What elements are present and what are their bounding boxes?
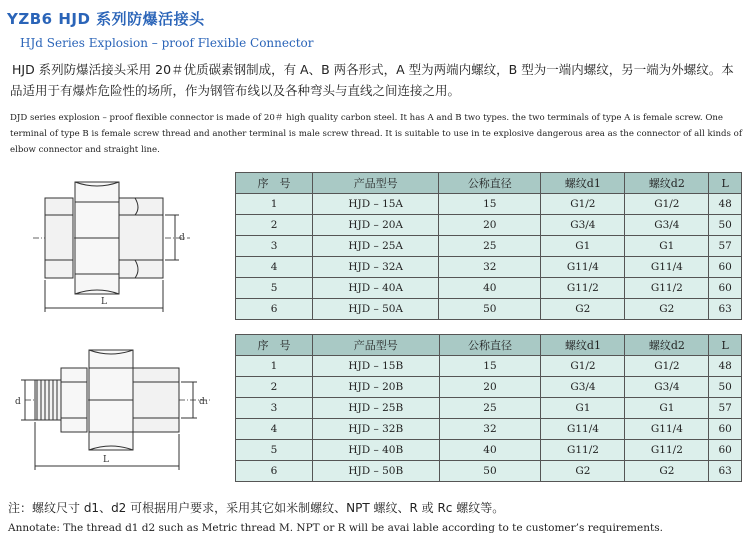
- table-cell: 32: [439, 257, 541, 278]
- table-cell: 60: [709, 257, 742, 278]
- header-cell: 序 号: [236, 335, 313, 356]
- table-cell: HJD – 15A: [313, 194, 439, 215]
- table-cell: 2: [236, 215, 313, 236]
- table-cell: G11/4: [625, 257, 709, 278]
- type-a-d-label: d: [179, 233, 185, 243]
- table-cell: G1/2: [541, 194, 625, 215]
- table-cell: HJD – 25B: [313, 398, 439, 419]
- table-cell: 5: [236, 440, 313, 461]
- table-cell: G2: [625, 461, 709, 482]
- table-cell: 60: [709, 419, 742, 440]
- header-cell: 螺纹d1: [541, 335, 625, 356]
- table-cell: G11/2: [625, 278, 709, 299]
- table-cell: 1: [236, 194, 313, 215]
- table-cell: 57: [709, 236, 742, 257]
- table-header-row: [236, 335, 742, 356]
- header-cell: L: [709, 335, 742, 356]
- header-cell: 螺纹d2: [625, 173, 709, 194]
- type-b-L-label: L: [103, 455, 109, 465]
- table-cell: G2: [541, 299, 625, 320]
- header-cell: 产品型号: [313, 335, 439, 356]
- table-cell: 6: [236, 461, 313, 482]
- header-cell: L: [709, 173, 742, 194]
- description-chinese: HJD 系列防爆活接头采用 20＃优质碳素钢制成，有 A、B 两各形式，A 型为两端内螺纹，B 型为一端内螺纹，另一端为外螺纹。本品适用于有爆炸危险性的场所，作为钢管布线以及各种弯头与直线之间连接之用。: [10, 62, 734, 98]
- table-cell: 3: [236, 398, 313, 419]
- type-b-drawing: [15, 330, 225, 490]
- table-cell: 6: [236, 299, 313, 320]
- table-cell: 60: [709, 278, 742, 299]
- table-cell: 63: [709, 299, 742, 320]
- page-subtitle: HJd Series Explosion – proof Flexible Connector: [20, 36, 314, 50]
- description-english: DJD series explosion – proof flexible connector is made of 20＃ high quality carbon steel. It has A and B two types. the two terminals of type A is female screw. One terminal of type B is female screw thread and another terminal is male screw thread. It is suitable to use in te explosive dangerous area as the connector of all kinds of elbow connector and straight line.: [10, 113, 743, 155]
- table-cell: G1: [625, 236, 709, 257]
- header-cell: 公称直径: [439, 335, 541, 356]
- header-cell: 序 号: [236, 173, 313, 194]
- page-title: YZB6 HJD 系列防爆活接头: [7, 10, 205, 28]
- table-cell: HJD – 40A: [313, 278, 439, 299]
- table-cell: G3/4: [541, 377, 625, 398]
- type-b-d1-label: d₁: [199, 397, 209, 407]
- table-cell: G3/4: [625, 377, 709, 398]
- header-cell: 产品型号: [313, 173, 439, 194]
- type-a-L-label: L: [101, 297, 107, 307]
- table-cell: 50: [709, 377, 742, 398]
- table-cell: 40: [439, 278, 541, 299]
- table-cell: 57: [709, 398, 742, 419]
- header-cell: 螺纹d2: [625, 335, 709, 356]
- table-cell: 4: [236, 257, 313, 278]
- table-row: [236, 194, 742, 215]
- table-cell: HJD – 40B: [313, 440, 439, 461]
- table-cell: G2: [541, 461, 625, 482]
- table-cell: 5: [236, 278, 313, 299]
- table-header-row: [236, 173, 742, 194]
- table-cell: 20: [439, 215, 541, 236]
- table-cell: 50: [709, 215, 742, 236]
- table-cell: G1: [541, 236, 625, 257]
- type-a-drawing: [15, 160, 225, 320]
- table-cell: 15: [439, 194, 541, 215]
- table-cell: 48: [709, 356, 742, 377]
- table-cell: HJD – 32A: [313, 257, 439, 278]
- type-b-spec-table: [235, 334, 742, 482]
- table-cell: G11/4: [625, 419, 709, 440]
- table-cell: HJD – 32B: [313, 419, 439, 440]
- table-row: [236, 236, 742, 257]
- table-cell: 50: [439, 299, 541, 320]
- table-cell: G1/2: [625, 194, 709, 215]
- table-cell: 25: [439, 236, 541, 257]
- table-row: [236, 278, 742, 299]
- table-cell: G3/4: [541, 215, 625, 236]
- note-english: Annotate: The thread d1 d2 such as Metric thread M. NPT or R will be avai lable according to te customer’s requirements.: [8, 522, 663, 534]
- table-row: [236, 398, 742, 419]
- type-b-d-label: d: [15, 397, 21, 407]
- table-cell: HJD – 15B: [313, 356, 439, 377]
- table-cell: G1: [541, 398, 625, 419]
- table-cell: G11/2: [541, 278, 625, 299]
- table-row: [236, 299, 742, 320]
- table-cell: 4: [236, 419, 313, 440]
- type-a-spec-table: [235, 172, 742, 320]
- table-row: [236, 257, 742, 278]
- table-cell: 63: [709, 461, 742, 482]
- table-cell: 25: [439, 398, 541, 419]
- table-cell: G3/4: [625, 215, 709, 236]
- table-cell: 2: [236, 377, 313, 398]
- table-cell: G11/4: [541, 419, 625, 440]
- table-cell: HJD – 20A: [313, 215, 439, 236]
- table-cell: 32: [439, 419, 541, 440]
- table-cell: G1/2: [541, 356, 625, 377]
- table-cell: G1/2: [625, 356, 709, 377]
- table-cell: 15: [439, 356, 541, 377]
- header-cell: 公称直径: [439, 173, 541, 194]
- header-cell: 螺纹d1: [541, 173, 625, 194]
- table-cell: G11/2: [625, 440, 709, 461]
- table-row: [236, 377, 742, 398]
- table-cell: 1: [236, 356, 313, 377]
- table-cell: 50: [439, 461, 541, 482]
- table-cell: G11/4: [541, 257, 625, 278]
- table-cell: 3: [236, 236, 313, 257]
- table-cell: HJD – 50B: [313, 461, 439, 482]
- table-cell: HJD – 20B: [313, 377, 439, 398]
- table-row: [236, 419, 742, 440]
- table-row: [236, 440, 742, 461]
- table-cell: HJD – 50A: [313, 299, 439, 320]
- table-row: [236, 356, 742, 377]
- table-cell: G1: [625, 398, 709, 419]
- table-cell: 20: [439, 377, 541, 398]
- table-row: [236, 461, 742, 482]
- table-cell: 40: [439, 440, 541, 461]
- table-cell: 48: [709, 194, 742, 215]
- table-cell: G11/2: [541, 440, 625, 461]
- note-chinese: 注：螺纹尺寸 d1、d2 可根据用户要求，采用其它如米制螺纹、NPT 螺纹、R 或 Rc 螺纹等。: [8, 501, 505, 515]
- table-cell: G2: [625, 299, 709, 320]
- table-cell: HJD – 25A: [313, 236, 439, 257]
- table-cell: 60: [709, 440, 742, 461]
- table-row: [236, 215, 742, 236]
